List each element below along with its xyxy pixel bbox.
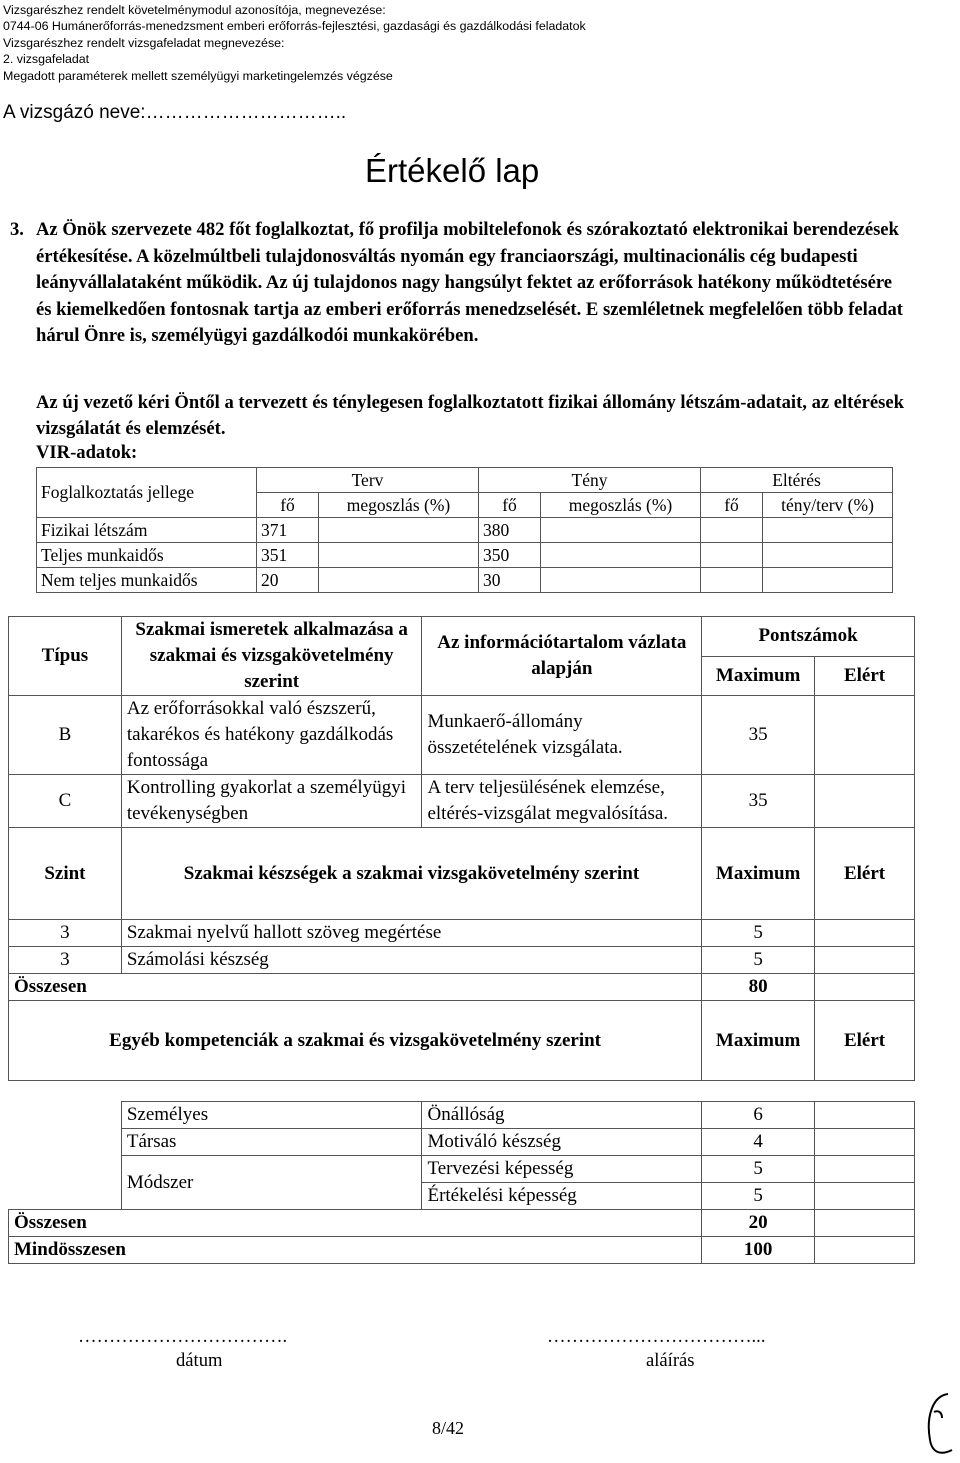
plan-value: 371 [257,518,319,543]
empty-cell [763,543,893,568]
table-row [37,568,893,593]
header-skills: Szakmai készségek a szakmai vizsgakövetelmény szerint [121,828,701,920]
level-cell: 3 [9,920,122,947]
header-line: 2. vizsgafeladat [3,52,90,67]
total-achieved [815,1210,915,1237]
achieved-cell [815,1102,915,1129]
table-row [9,696,915,775]
table-row [37,518,893,543]
header-max: Maximum [702,828,815,920]
actual-value: 380 [479,518,541,543]
group-cell: Társas [121,1129,422,1156]
table-row [37,543,893,568]
header-type: Típus [9,617,122,696]
header-knowledge: Szakmai ismeretek alkalmazása a szakmai és vizsgakövetelmény szerint [121,617,422,696]
header-max: Maximum [702,656,815,696]
total-max: 20 [702,1210,815,1237]
competency-cell: Tervezési képesség [422,1156,702,1183]
group-cell: Módszer [121,1156,422,1210]
spacer-cell [9,1081,122,1210]
signature-label: aláírás [646,1350,695,1371]
row-label: Teljes munkaidős [37,543,257,568]
spacer-cell [121,1081,914,1102]
max-cell: 5 [702,1183,815,1210]
table-row [9,1129,915,1156]
page-title: Értékelő lap [365,152,540,189]
date-dots: ……………………………. [78,1326,288,1347]
empty-cell [701,518,763,543]
max-cell: 4 [702,1129,815,1156]
subheader: fő [701,493,763,518]
info-cell: Munkaerő-állomány összetételének vizsgálata. [422,696,702,775]
skill-cell: Szakmai nyelvű hallott szöveg megértése [121,920,701,947]
date-label: dátum [176,1350,223,1371]
achieved-cell [815,1183,915,1210]
table-row [9,1102,915,1129]
header-line: Vizsgarészhez rendelt vizsgafeladat megnevezése: [3,35,285,50]
subheader: tény/terv (%) [763,493,893,518]
achieved-cell [815,775,915,828]
total-max: 80 [702,974,815,1001]
skill-cell: Számolási készség [121,947,701,974]
grand-total-max: 100 [702,1237,815,1264]
header-achieved: Elért [815,828,915,920]
actual-value: 30 [479,568,541,593]
total-row [9,1210,915,1237]
header-level: Szint [9,828,122,920]
competency-cell: Motiváló készség [422,1129,702,1156]
empty-cell [319,543,479,568]
subheader: megoszlás (%) [541,493,701,518]
row-label: Fizikai létszám [37,518,257,543]
empty-cell [763,518,893,543]
total-label: Összesen [9,1210,702,1237]
empty-cell [701,568,763,593]
header-other-competencies: Egyéb kompetenciák a szakmai és vizsgakövetelmény szerint [9,1001,702,1081]
competency-cell: Értékelési képesség [422,1183,702,1210]
total-row [9,974,915,1001]
empty-cell [541,518,701,543]
task-number: 3. [10,219,24,240]
grand-total-row [9,1237,915,1264]
row-header: Foglalkoztatás jellege [37,468,257,518]
plan-value: 20 [257,568,319,593]
header-line: Vizsgarészhez rendelt követelménymodul azonosítója, megnevezése: [3,3,386,17]
header-achieved: Elért [815,1001,915,1081]
achieved-cell [815,1129,915,1156]
max-cell: 35 [702,775,815,828]
group-header-plan: Terv [257,468,479,493]
header-line: 0744-06 Humánerőforrás-menedzsment emberi erőforrás-fejlesztési, gazdasági és gazdálkodási feladatok [3,19,586,34]
knowledge-cell: Kontrolling gyakorlat a személyügyi tevékenységben [121,775,422,828]
handwritten-mark-icon [920,1388,956,1460]
header-line: Megadott paraméterek mellett személyügyi marketingelemzés végzése [3,68,393,83]
group-header-difference: Eltérés [701,468,893,493]
group-header-actual: Tény [479,468,701,493]
table-row [9,1156,915,1183]
achieved-cell [815,696,915,775]
subheader: fő [479,493,541,518]
table-row [9,775,915,828]
max-cell: 5 [702,947,815,974]
empty-cell [701,543,763,568]
type-cell: C [9,775,122,828]
type-cell: B [9,696,122,775]
header-info: Az információtartalom vázlata alapján [422,617,702,696]
page-number: 8/42 [432,1418,465,1438]
table-row [9,920,915,947]
actual-value: 350 [479,543,541,568]
achieved-cell [815,920,915,947]
max-cell: 5 [702,920,815,947]
signature-dots: ……………………………... [547,1326,766,1347]
task-description [10,217,910,350]
vir-data-table [36,467,893,593]
candidate-name-line: A vizsgázó neve:………………………….. [3,102,347,123]
empty-cell [319,568,479,593]
achieved-cell [815,1156,915,1183]
subheader: fő [257,493,319,518]
task-paragraph: Az Önök szervezete 482 főt foglalkoztat, fő profilja mobiltelefonok és szórakoztató elektronikai berendezések értékesítése. A közelmúltbeli tulajdonosváltás nyomán egy franciaországi, multinacionális cég budapesti leányvállalataként működik. Az új tulajdonos nagy hangsúlyt fektet az erőforrások hatékony működtetésére és kiemelkedően fontosnak tartja az emberi erőforrás menedzselését. E szemléletnek megfelelően több feladat hárul Önre is, személyügyi gazdálkodói munkakörében. [36,219,903,346]
plan-value: 351 [257,543,319,568]
total-label: Összesen [9,974,702,1001]
grand-total-label: Mindösszesen [9,1237,702,1264]
max-cell: 5 [702,1156,815,1183]
level-cell: 3 [9,947,122,974]
score-table [8,616,915,1264]
header-achieved: Elért [815,656,915,696]
grand-total-achieved [815,1237,915,1264]
document-header [3,2,586,84]
achieved-cell [815,947,915,974]
competency-cell: Önállóság [422,1102,702,1129]
max-cell: 6 [702,1102,815,1129]
header-points: Pontszámok [702,617,915,657]
task-instruction: Az új vezető kéri Öntől a tervezett és ténylegesen foglalkoztatott fizikai állomány létszám-adatait, az eltérések vizsgálatát és elemzését. [36,392,904,439]
empty-cell [763,568,893,593]
total-achieved [815,974,915,1001]
info-cell: A terv teljesülésének elemzése, eltérés-vizsgálat megvalósítása. [422,775,702,828]
table-row [9,947,915,974]
empty-cell [541,568,701,593]
empty-cell [541,543,701,568]
knowledge-cell: Az erőforrásokkal való észszerű, takarékos és hatékony gazdálkodás fontossága [121,696,422,775]
vir-label: VIR-adatok: [36,442,138,463]
group-cell: Személyes [121,1102,422,1129]
empty-cell [319,518,479,543]
subheader: megoszlás (%) [319,493,479,518]
max-cell: 35 [702,696,815,775]
header-max: Maximum [702,1001,815,1081]
row-label: Nem teljes munkaidős [37,568,257,593]
